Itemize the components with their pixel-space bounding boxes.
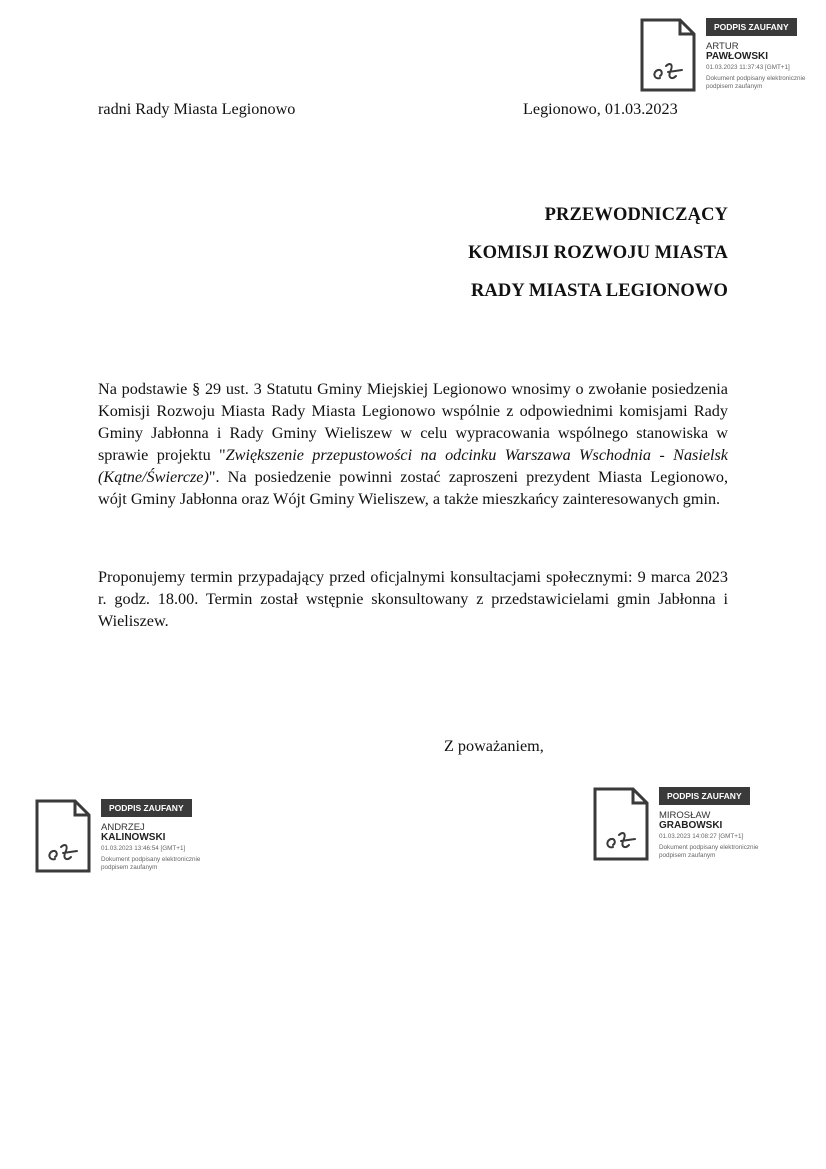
- signer-last-name: PAWŁOWSKI: [706, 51, 769, 62]
- body-paragraph-2: [98, 566, 728, 632]
- signed-document-icon: [35, 799, 91, 873]
- signer-last-name: GRABOWSKI: [659, 820, 723, 831]
- signature-timestamp: 01.03.2023 11:37:43 [GMT+1]: [706, 64, 790, 71]
- signature-timestamp: 01.03.2023 14:08:27 [GMT+1]: [659, 833, 744, 840]
- signature-stamp-pawlowski: [640, 18, 820, 94]
- addressee-line-3: RADY MIASTA LEGIONOWO: [470, 281, 728, 301]
- signature-note: Dokument podpisany elektronicznie podpisem zaufanym: [659, 844, 759, 859]
- signature-stamp-grabowski: [593, 787, 773, 863]
- paragraph-text: Na podstawie § 29 ust. 3 Statutu Gminy Miejskiej Legionowo wnosimy o zwołanie posiedzenia Komisji Rozwoju Miasta Rady Miasta Legionowo wspólnie z odpowiednimi komisjami Rady Gminy Jabłonna i Rady Gminy Wieliszew w celu wypracowania wspólnego stanowiska w sprawie projektu ": [98, 380, 728, 464]
- signed-document-icon: [593, 787, 649, 861]
- signature-note: Dokument podpisany elektronicznie podpisem zaufanym: [101, 856, 201, 871]
- paragraph-text: Proponujemy termin przypadający przed oficjalnymi konsultacjami społecznymi: 9 marca 2023 r. godz. 18.00. Termin został wstępnie skonsultowany z przedstawicielami gmin Jabłonna i Wieliszew.: [98, 568, 728, 630]
- place-date: Legionowo, 01.03.2023: [523, 100, 678, 118]
- trusted-signature-badge: PODPIS ZAUFANY: [101, 799, 192, 817]
- sender-line: radni Rady Miasta Legionowo: [98, 100, 296, 118]
- paragraph-text: ". Na posiedzenie powinni zostać zaproszeni prezydent Miasta Legionowo, wójt Gminy Jabłonna oraz Wójt Gminy Wieliszew, a także mieszkańcy zainteresowanych gmin.: [98, 468, 728, 508]
- signer-first-name: MIROSŁAW: [659, 810, 711, 821]
- signature-stamp-kalinowski: [35, 799, 215, 875]
- signature-note: Dokument podpisany elektronicznie podpisem zaufanym: [706, 75, 806, 90]
- body-paragraph-1: [98, 378, 728, 510]
- trusted-signature-badge: PODPIS ZAUFANY: [659, 787, 750, 805]
- addressee-line-1: PRZEWODNICZĄCY: [544, 205, 728, 225]
- addressee-line-2: KOMISJI ROZWOJU MIASTA: [468, 243, 728, 263]
- trusted-signature-badge: PODPIS ZAUFANY: [706, 18, 797, 36]
- project-title: Zwiększenie przepustowości na odcinku Warszawa Wschodnia - Nasielsk (Kątne/Świercze): [98, 446, 728, 486]
- closing-salutation: Z poważaniem,: [444, 737, 544, 755]
- signature-timestamp: 01.03.2023 13:46:54 [GMT+1]: [101, 845, 186, 852]
- signer-first-name: ARTUR: [706, 41, 739, 52]
- signer-first-name: ANDRZEJ: [101, 822, 145, 833]
- signer-last-name: KALINOWSKI: [101, 832, 166, 843]
- signed-document-icon: [640, 18, 696, 92]
